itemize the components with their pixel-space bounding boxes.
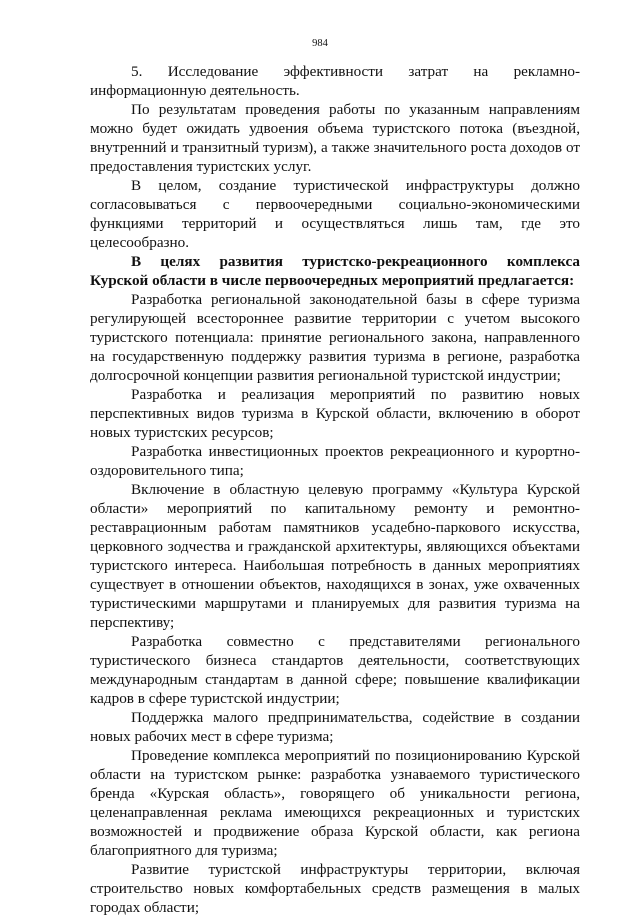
page-number: 984 [312, 38, 328, 49]
paragraph-results: По результатам проведения работы по указанным направлениям можно будет ожидать удвоения объема туристского потока (въездной, внутренний и транзитный туризм), а также значительного роста доходов от предоставления туристских услуг. [90, 101, 580, 175]
paragraph-investment-projects: Разработка инвестиционных проектов рекреационного и курортно-оздоровительного типа; [90, 443, 580, 479]
paragraph-infrastructure: В целом, создание туристической инфраструктуры должно согласовываться с первоочередными социально-экономическими функциями территорий и осуществляться лишь там, где это целесообразно. [90, 177, 580, 251]
paragraph-item-5: 5. Исследование эффективности затрат на рекламно-информационную деятельность. [90, 63, 580, 99]
section-heading: В целях развития туристско-рекреационного комплекса Курской области в числе первоочередных мероприятий предлагается: [90, 253, 580, 289]
paragraph-standards: Разработка совместно с представителями регионального туристического бизнеса стандартов деятельности, соответствующих международным стандартам в данной сфере; повышение квалификации кадров в сфере туристской индустрии; [90, 633, 580, 707]
paragraph-positioning: Проведение комплекса мероприятий по позиционированию Курской области на туристском рынке: разработка узнаваемого туристического бренда «Курская область», говорящего об уникальности региона, целенаправленная реклама имеющихся рекреационных и туристских возможностей и продвижение образа Курской области, как региона благоприятного для туризма; [90, 747, 580, 859]
paragraph-legislation: Разработка региональной законодательной базы в сфере туризма регулирующей всестороннее развитие территории с учетом высокого туристского потенциала: принятие регионального закона, направленного на государственную поддержку развития туризма в регионе, разработка долгосрочной концепции развития региональной туристской индустрии; [90, 291, 580, 384]
paragraph-infrastructure-development: Развитие туристской инфраструктуры территории, включая строительство новых комфортабельных средств размещения в малых городах области; [90, 861, 580, 916]
document-body [90, 62, 580, 917]
paragraph-culture-program: Включение в областную целевую программу «Культура Курской области» мероприятий по капитальному ремонту и ремонтно-реставрационным работам памятников усадебно-паркового искусства, церковного зодчества и гражданской архитектуры, являющихся объектами туристского интереса. Наибольшая потребность в данных мероприятиях существует в отношении объектов, находящихся в зонах, уже охваченных туристическими маршрутами и планируемых для развития туризма на перспективу; [90, 481, 580, 631]
paragraph-new-tourism-types: Разработка и реализация мероприятий по развитию новых перспективных видов туризма в Курской области, включению в оборот новых туристских ресурсов; [90, 386, 580, 441]
paragraph-small-business: Поддержка малого предпринимательства, содействие в создании новых рабочих мест в сфере туризма; [90, 709, 580, 745]
